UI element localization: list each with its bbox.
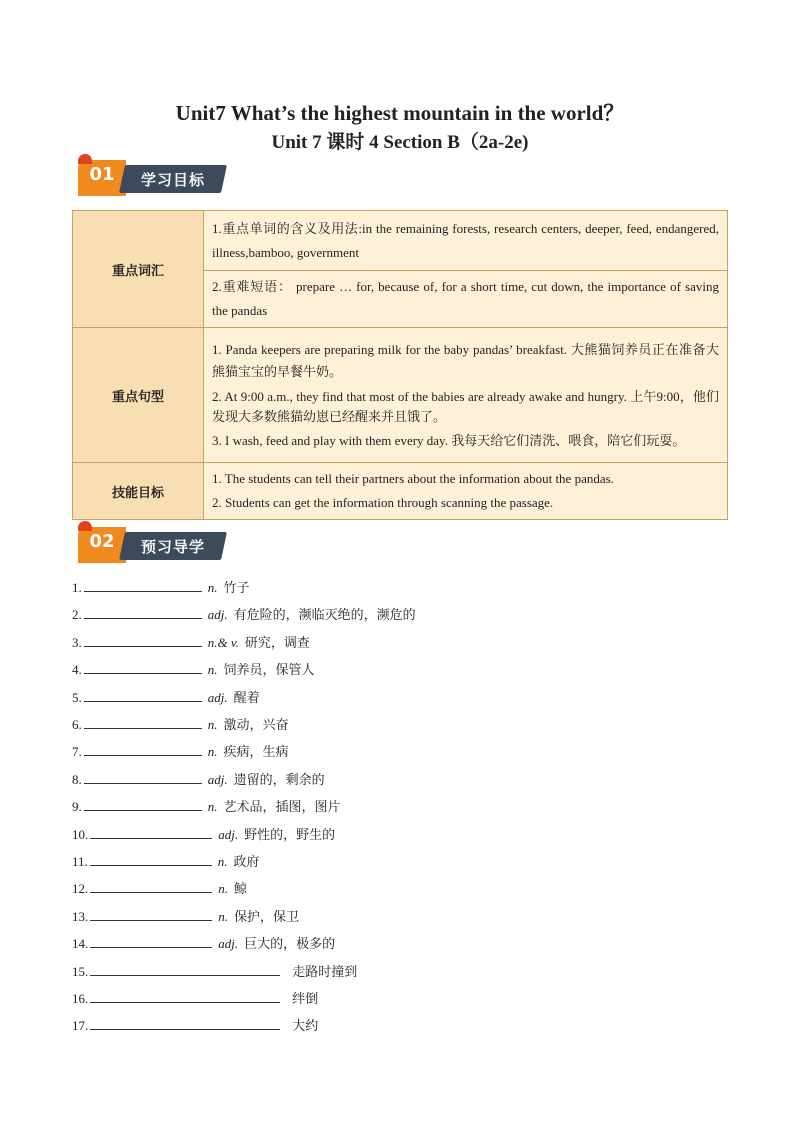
goals-vocab-words: 1.重点单词的含义及用法:in the remaining forests, research centers, deeper, feed, endangered, illness,bamboo, government: [204, 211, 728, 271]
chinese-meaning: 饲养员，保管人: [223, 662, 315, 678]
skill-2: 2. Students can get the information through scanning the passage.: [212, 495, 554, 510]
answer-blank[interactable]: [84, 579, 202, 592]
exercise-item: [72, 988, 318, 1007]
part-of-speech: n.& v.: [207, 634, 239, 650]
chinese-meaning: 鲸: [234, 881, 248, 897]
answer-blank[interactable]: [84, 743, 202, 756]
section-number: 01: [89, 164, 115, 185]
exercise-number: 4.: [72, 662, 82, 678]
exercise-number: 12.: [72, 881, 89, 897]
goals-sentences: [204, 328, 728, 463]
part-of-speech: n.: [207, 799, 218, 815]
exercise-item: [72, 1015, 318, 1034]
exercise-item: [72, 714, 289, 733]
chinese-meaning: 政府: [233, 854, 260, 869]
page-subtitle: Unit 7 课时 4 Section B（2a-2e): [271, 132, 529, 153]
exercise-number: 9.: [72, 799, 82, 815]
exercise-item: [72, 659, 315, 678]
exercise-number: 6.: [72, 717, 82, 732]
chinese-meaning: 大约: [292, 1018, 319, 1034]
sentence-2: 2. At 9:00 a.m., they find that most of the babies are already awake and hungry. 上午9:00，他们发现大多数熊猫幼崽已经醒来并且饿了。: [212, 389, 719, 424]
skill-1: 1. The students can tell their partners about the information about the pandas.: [212, 471, 614, 486]
goals-row-sentences: [73, 328, 728, 463]
part-of-speech: n.: [207, 744, 218, 760]
goals-row-skills: [73, 463, 728, 520]
part-of-speech: n.: [218, 881, 228, 897]
answer-blank[interactable]: [84, 689, 202, 702]
answer-blank[interactable]: [84, 771, 202, 784]
part-of-speech: n.: [207, 662, 218, 678]
chinese-meaning: 走路时撞到: [292, 963, 358, 979]
answer-blank[interactable]: [90, 880, 212, 893]
answer-blank[interactable]: [90, 908, 212, 921]
exercise-item: [72, 577, 250, 596]
part-of-speech: adj.: [207, 689, 228, 705]
part-of-speech: adj.: [207, 607, 228, 623]
answer-blank[interactable]: [84, 716, 202, 729]
chinese-meaning: 保护，保卫: [234, 908, 300, 924]
section-badge-preview: [78, 527, 224, 563]
answer-blank[interactable]: [84, 634, 202, 647]
answer-blank[interactable]: [90, 963, 280, 976]
exercise-item: [72, 604, 416, 623]
exercise-number: 8.: [72, 771, 82, 787]
exercise-number: 2.: [72, 607, 82, 623]
exercise-number: 15.: [72, 963, 89, 979]
page-title: Unit7 What’s the highest mountain in the world？: [175, 101, 625, 125]
chinese-meaning: 遗留的，剩余的: [233, 771, 325, 787]
goals-skills: [204, 463, 728, 520]
exercise-item: [72, 878, 247, 897]
section-number: 02: [89, 531, 115, 552]
exercise-number: 17.: [72, 1018, 89, 1034]
exercise-item: [72, 851, 260, 870]
part-of-speech: n.: [218, 908, 228, 924]
answer-blank[interactable]: [84, 798, 202, 811]
chinese-meaning: 艺术品，插图，图片: [223, 799, 341, 815]
exercise-number: 16.: [72, 991, 89, 1006]
sentence-1: 1. Panda keepers are preparing milk for the baby pandas’ breakfast. 大熊猫饲养员正在准备大熊猫宝宝的早餐牛奶。: [212, 342, 719, 379]
part-of-speech: n.: [207, 717, 218, 732]
exercise-number: 1.: [72, 580, 82, 595]
exercise-number: 13.: [72, 908, 89, 924]
chinese-meaning: 醒着: [233, 689, 260, 705]
part-of-speech: n.: [207, 580, 218, 595]
exercise-item: [72, 824, 335, 843]
answer-blank[interactable]: [84, 661, 202, 674]
chinese-meaning: 研究，调查: [244, 634, 310, 650]
chinese-meaning: 巨大的，极多的: [244, 936, 336, 952]
answer-blank[interactable]: [90, 990, 280, 1003]
exercise-item: [72, 741, 289, 760]
chinese-meaning: 野性的，野生的: [244, 826, 336, 842]
exercise-number: 11.: [72, 854, 88, 869]
part-of-speech: adj.: [218, 826, 239, 842]
exercise-number: 14.: [72, 936, 89, 952]
section-label: 学习目标: [140, 171, 205, 189]
exercise-item: [72, 933, 335, 952]
sentence-3: 3. I wash, feed and play with them every day. 我每天给它们清洗、喂食，陪它们玩耍。: [212, 433, 686, 448]
chinese-meaning: 竹子: [223, 580, 250, 595]
learning-goals-table: [72, 210, 728, 520]
part-of-speech: adj.: [218, 936, 239, 952]
exercise-number: 10.: [72, 826, 89, 842]
exercise-item: [72, 796, 341, 815]
answer-blank[interactable]: [90, 853, 212, 866]
exercise-item: [72, 906, 299, 925]
exercise-item: [72, 687, 260, 706]
goals-head-vocab: 重点词汇: [73, 211, 204, 328]
part-of-speech: n.: [217, 854, 228, 869]
section-label: 预习导学: [140, 538, 205, 556]
exercise-item: [72, 961, 357, 980]
exercise-number: 7.: [72, 744, 82, 760]
chinese-meaning: 疾病，生病: [223, 744, 289, 760]
answer-blank[interactable]: [90, 935, 212, 948]
exercise-number: 5.: [72, 689, 82, 705]
exercise-item: [72, 769, 325, 788]
answer-blank[interactable]: [90, 826, 212, 839]
answer-blank[interactable]: [84, 606, 202, 619]
answer-blank[interactable]: [90, 1017, 280, 1030]
goals-head-sentences: 重点句型: [73, 328, 204, 463]
chinese-meaning: 激动，兴奋: [223, 717, 289, 732]
section-badge-learning-goals: [78, 160, 224, 196]
chinese-meaning: 有危险的，濒临灭绝的，濒危的: [233, 607, 416, 623]
goals-head-skills: 技能目标: [73, 463, 204, 520]
chinese-meaning: 绊倒: [292, 991, 319, 1006]
part-of-speech: adj.: [207, 771, 228, 787]
goals-vocab-phrases: 2.重难短语： prepare … for, because of, for a short time, cut down, the importance of saving the pandas: [204, 271, 728, 328]
exercise-item: [72, 632, 310, 651]
exercise-number: 3.: [72, 634, 82, 650]
goals-row-vocab: [73, 211, 728, 271]
